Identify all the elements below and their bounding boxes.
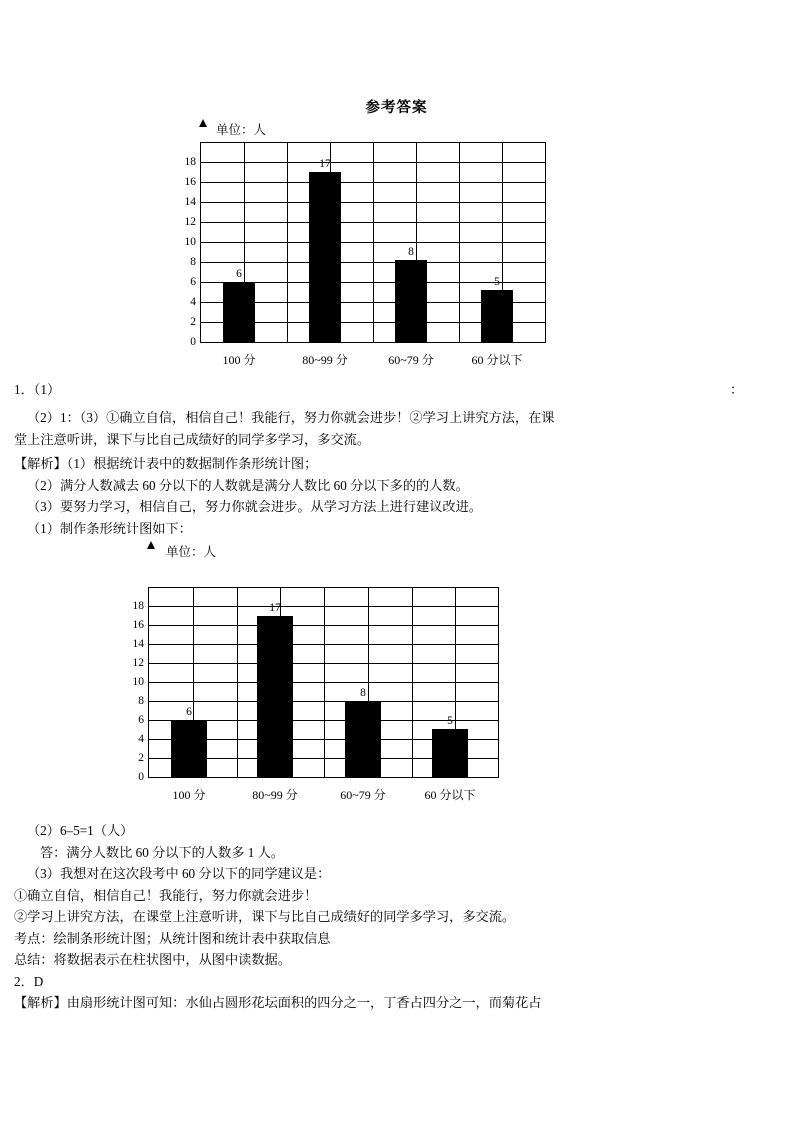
chart1-ytick: 12 — [184, 216, 196, 228]
chart2-x-label: 80~99 分 — [252, 788, 298, 802]
chart2-ytick: 18 — [132, 600, 144, 612]
chart1-ytick: 4 — [190, 296, 196, 308]
chart1-unit-label: 单位：人 — [216, 123, 267, 137]
chart2-bar-value: 8 — [360, 687, 366, 699]
analysis-1-line-2: （2）满分人数减去 60 分以下的人数就是满分人数比 60 分以下多的的人数。 — [27, 477, 469, 493]
chart1-ytick: 10 — [184, 236, 196, 248]
chart2-ytick: 16 — [132, 619, 144, 631]
chart2-bar-value: 6 — [186, 706, 192, 718]
chart1-ytick: 0 — [190, 336, 196, 348]
question-1-number: 1．（1） — [14, 382, 61, 397]
bar-chart-1 — [184, 120, 550, 370]
analysis-1-line-4: （1）制作条形统计图如下： — [27, 520, 192, 536]
chart1-bar-value: 6 — [236, 268, 242, 280]
chart2-unit-label: 单位：人 — [166, 545, 217, 559]
chart1-bar — [388, 246, 434, 367]
chart1-ytick: 14 — [184, 196, 196, 208]
chart2-y-axis-arrow — [147, 541, 155, 549]
chart2-ytick: 0 — [138, 771, 144, 783]
chart2-ytick: 12 — [132, 657, 144, 669]
chart2-x-label: 100 分 — [172, 788, 206, 802]
after-chart-line-3: （3）我想对在这次段考中 60 分以下的同学建议是： — [27, 866, 331, 881]
chart1-plot-area — [184, 142, 546, 367]
question-1-trailing-colon: ： — [730, 382, 744, 397]
after-chart-text — [14, 820, 741, 1014]
after-chart-line-2: 答：满分人数比 60 分以下的人数多 1 人。 — [40, 844, 284, 860]
chart2-bar — [171, 706, 207, 802]
chart2-bar-value: 17 — [269, 602, 281, 614]
after-chart-line-4: ①确立自信，相信自己！我能行，努力你就会进步！ — [14, 887, 318, 903]
chart2-x-label: 60 分以下 — [424, 788, 476, 802]
chart2-ytick: 10 — [132, 676, 144, 688]
analysis-1 — [14, 453, 741, 539]
chart1-bar — [471, 276, 523, 367]
page-title: 参考答案 — [365, 100, 428, 116]
after-chart-line-1: （2）6–5=1（人） — [27, 823, 134, 838]
analysis-2-line: 【解析】由扇形统计图可知：水仙占圆形花坛面积的四分之一，丁香占四分之一，而菊花占 — [14, 995, 542, 1010]
chart1-bar-value: 17 — [319, 158, 331, 170]
chart1-y-axis-arrow — [199, 119, 207, 127]
after-chart-line-7: 总结：将数据表示在柱状图中，从图中读数据。 — [14, 952, 291, 967]
chart1-x-label: 60 分以下 — [471, 353, 523, 367]
bar-chart-2 — [132, 542, 508, 812]
chart2-bar — [424, 715, 476, 802]
chart2-ytick: 14 — [132, 638, 144, 650]
chart2-plot-area — [132, 587, 499, 802]
question-1-line-2: （2）1：（3）①确立自信，相信自己！我能行，努力你就会进步！②学习上讲究方法，在课 — [27, 410, 555, 425]
chart1-x-label: 80~99 分 — [302, 353, 348, 367]
chart1-x-label: 100 分 — [222, 353, 256, 367]
chart2-ytick: 8 — [138, 695, 144, 707]
chart1-bar-value: 5 — [494, 276, 500, 288]
chart2-ytick: 2 — [138, 752, 144, 764]
chart2-x-label: 60~79 分 — [340, 788, 386, 802]
chart1-ytick: 8 — [190, 256, 196, 268]
analysis-1-line-1: 【解析】（1）根据统计表中的数据制作条形统计图； — [14, 456, 318, 471]
after-chart-line-5: ②学习上讲究方法，在课堂上注意听讲，课下与比自己成绩好的同学多学习，多交流。 — [14, 909, 516, 924]
chart1-bar — [222, 268, 256, 367]
chart1-ytick: 18 — [184, 156, 196, 168]
chart2-ytick: 6 — [138, 714, 144, 726]
chart2-ytick: 4 — [138, 733, 144, 745]
chart1-ytick: 6 — [190, 276, 196, 288]
analysis-1-line-3: （3）要努力学习，相信自己，努力你就会进步。从学习方法上进行建议改进。 — [27, 499, 482, 514]
chart1-ytick: 2 — [190, 316, 196, 328]
chart2-bar — [340, 687, 386, 802]
chart1-bar — [302, 158, 348, 367]
chart2-bar — [252, 602, 298, 802]
chart1-x-label: 60~79 分 — [388, 353, 434, 367]
question-2-line: 2．D — [14, 973, 44, 989]
question-1-text — [14, 407, 741, 450]
chart1-bar-value: 8 — [408, 246, 414, 258]
chart2-bar-value: 5 — [447, 715, 453, 727]
chart1-ytick: 16 — [184, 176, 196, 188]
after-chart-line-6: 考点：绘制条形统计图；从统计图和统计表中获取信息 — [14, 930, 331, 946]
question-1-line-3: 堂上注意听讲，课下与比自己成绩好的同学多学习，多交流。 — [14, 431, 371, 447]
